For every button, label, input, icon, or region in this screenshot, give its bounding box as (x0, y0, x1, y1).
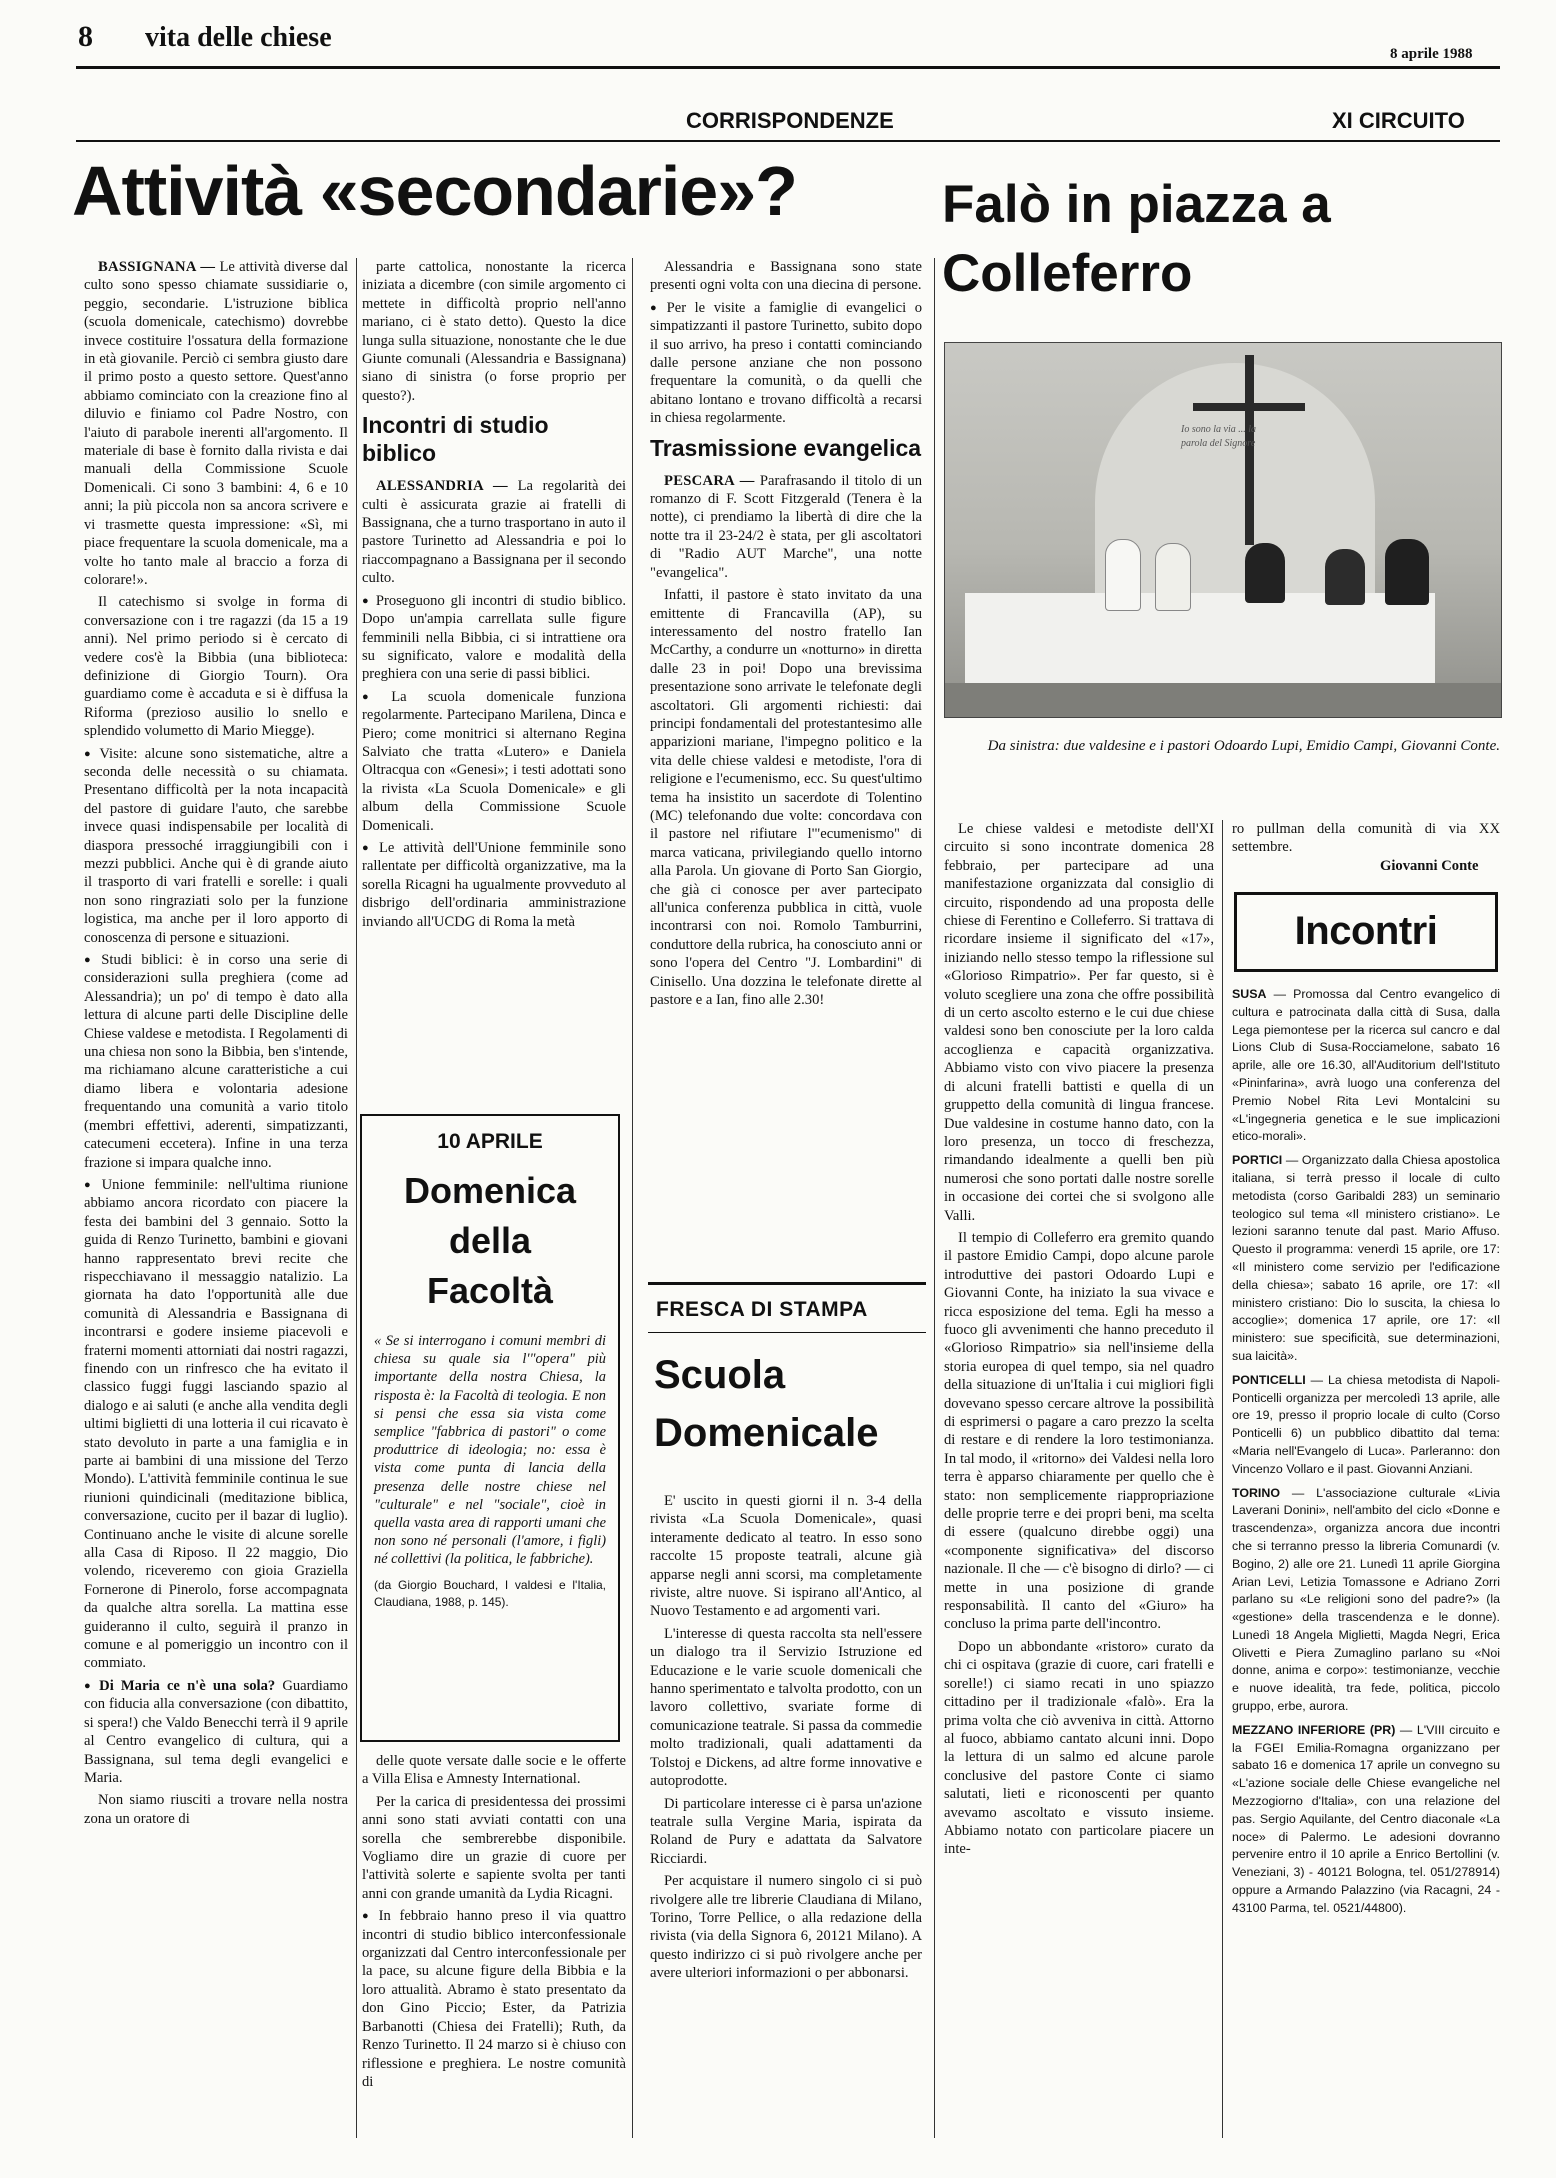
column-divider (934, 258, 935, 2138)
incontri-dash: — (1305, 1372, 1328, 1387)
column-divider (632, 258, 633, 2138)
incontri-dash: — (1279, 1485, 1317, 1500)
falo-headline: Falò in piazza a Colleferro (942, 175, 1331, 303)
facolta-source: (da Giorgio Bouchard, I valdesi e l'Italia, Claudiana, 1988, p. 145). (374, 1577, 606, 1609)
paragraph-text: Per le visite a famiglie di evangelici o simpatizzanti il pastore Turinetto, subito dopo il suo arrivo, ha preso i contatti cominciando dalle persone anziane che non possono frequentare la comunità, o da quelli che abitano lontano e trovano difficoltà a recarsi in chiesa regolarmente. (650, 299, 922, 427)
paragraph-text: Il catechismo si svolge in forma di conversazione con i tre ragazzi (da 15 a 19 anni). Nel primo periodo si è cercato di vedere cos'è la Bibbia (una biblioteca: definizione di Giorgio Tourn). Ora guardiamo come è accaduta e si è diffusa la Riforma (prezioso ausilio lo snello e splendido volumetto di Mario Miegge). (84, 594, 348, 740)
paragraph (650, 299, 922, 428)
paragraph (84, 258, 348, 589)
fresca-kicker: FRESCA DI STAMPA (656, 1298, 868, 1321)
photo-wall-text: Io sono la via ... la parola del Signore (1181, 424, 1256, 449)
incontri-city: PORTICI (1232, 1153, 1283, 1168)
incontri-text: L'associazione culturale «Livia Laverani Donini», nell'ambito del ciclo «Donne e trascendenza», organizza ancora due incontri che si terranno presso la libreria Comunardi (v. Bogino, 2) alle ore 21. Lunedì 11 aprile Giorgina Arian Levi, Letizia Tomassone e Adriano Zorri parlano su «Le religioni sono del padre?» (la «gestione» della trascendenza e le donne). Lunedì 18 Angela Miglietti, Magda Negri, Erica Olivetti e Piera Zumaglino parlano su «Noi donne, anima e corpo»: testimonianze, vecchie e nuove idealità, tra fede, politica, piccolo gruppo, erbe, aurora. (1232, 1485, 1500, 1714)
column-divider (1222, 820, 1223, 2138)
incontri-city: MEZZANO INFERIORE (PR) (1232, 1722, 1396, 1737)
photo-floor (945, 683, 1501, 717)
photo-figure (1105, 539, 1141, 611)
incontri-dash: — (1282, 1153, 1302, 1168)
incontri-item (1232, 1722, 1500, 1918)
incontri-item (1232, 1485, 1500, 1716)
paragraph-text: Parafrasando il titolo di un romanzo di F. Scott Fitzgerald (Tenera è la notte), ci prendiamo la libertà di dire che la notte tra il 23-24/2 è stata, per gli ascoltatori di "Radio AUT Marche", una notte "evangelica". (650, 472, 922, 581)
incontri-item (1232, 1152, 1500, 1366)
subhead-incontri-studio: Incontri di studio biblico (362, 412, 549, 467)
incontri-text: L'VIII circuito e la FGEI Emilia-Romagna organizzano per sabato 16 e domenica 17 aprile un convegno su «L'azione sociale delle Chiese evangeliche nel Mezzogiorno d'Italia», con una relazione del pas. Sergio Aquilante, del Centro diaconale «La noce» di Palermo. Le adesioni dovranno pervenire entro il 10 aprile a Enrico Bertollini (v. Veneziani, 3) - 40121 Bologna, tel. 051/278914) oppure a Armando Palazzino (via Racagni, 24 - 43100 Parma, tel. 0521/44800). (1232, 1722, 1500, 1915)
falo-author: Giovanni Conte (1380, 858, 1479, 874)
incontri-item (1232, 986, 1500, 1146)
article-column-1 (84, 258, 348, 2138)
incontri-list (1232, 986, 1500, 2138)
facolta-date: 10 APRILE (437, 1130, 543, 1153)
paragraph (84, 1677, 348, 1787)
masthead-rule (76, 66, 1500, 69)
paragraph (650, 586, 922, 1009)
incontri-city: TORINO (1232, 1485, 1280, 1500)
issue-date: 8 aprile 1988 (1390, 46, 1473, 62)
bold-lead: Di Maria ce n'è una sola? (99, 1677, 276, 1694)
paragraph-text: Le attività diverse dal culto sono spesso chiamate sussidiarie o, peggio, secondarie. L'istruzione biblica (scuola domenicale, catechismo) dovrebbe invece costituire l'ossatura della formazione in età giovanile. Perciò ci sembra giusto dare il primo posto a questo settore. Quest'anno abbiamo cominciato con la creazione fino al diluvio e finiamo col Padre Nostro, con l'aiuto di parabole inerenti all'argomento. Il materiale di base è fornito dalla rivista e dai manuali della Commissione Scuole Domenicali. Ci sono 3 bambini: 4, 6 e 10 anni; la più piccola non sa ancora scrivere e vi trasmette questa impressione: «Sì, mi piace frequentare la scuola domenicale, ma a volte ho tanto male al braccio a forza di colorare!». (84, 259, 348, 588)
fresca-kicker-rule (648, 1332, 926, 1333)
paragraph (84, 745, 348, 947)
facolta-quote: « Se si interrogano i comuni membri di chiesa su quale sia l'"opera" più importante della nostra Chiesa, la risposta è: la Facoltà di teologia. E non si pensi che essa sia vista come semplice "fabbrica di pastori" o come produttrice di ideologia; no: essa è vista come punta di lancia della presenza delle nostre chiese nel "culturale" e nel "sociale", cioè in quella vasta area di rapporti umani che non sono né personali (l'amore, i figli) né collettivi (la politica, le fabbriche). (374, 1333, 606, 1568)
subhead-trasmissione: Trasmissione evangelica (650, 434, 922, 461)
paragraph (362, 839, 626, 931)
photo-colleferro (944, 342, 1502, 718)
paragraph-text: La regolarità dei culti è assicurata grazie ai fratelli di Bassignana, che a turno trasportano in auto il pastore Turinetto ad Alessandria e poi lo riaccompagnano a Bassignana per il secondo culto. (362, 478, 626, 587)
paragraph-text: Unione femminile: nell'ultima riunione abbiamo ancora ricordato con piacere la festa dei bambini del 3 gennaio. Sotto la guida di Renzo Turinetto, bambini e giovani hanno rappresentato brevi recite che rispecchiavano il messaggio natalizio. La giornata ha dato l'opportunità alle due comunità di Alessandria e Bassignana di incontrarsi e godere insieme piacevoli e fraterni momenti attorniati dai nostri ragazzi, finendo con un rinfresco che ha evitato il classico fuggi fuggi lasciando spazio al dialogo e ai saluti (e anche alla vendita degli ultimi biglietti di una lotteria il cui ricavato è stato devoluto in parte a una famiglia e in parte ai bambini di una missione del Terzo Mondo). L'attività femminile continua le sue riunioni quindicinali (meditazione biblica, conversazione, cucito per il bazar di luglio). Continuano anche le visite di alcune sorelle alla Casa di Riposo. Il 22 maggio, Dio volendo, riceveremo con gioia Graziella Fornerone di Pinerolo, forse accompagnata da qualche altra sorella. La mattina esse guideranno il culto, seguirà il pranzo in comune e al pomeriggio un incontro con il commiato. (84, 1176, 348, 1672)
paragraph (84, 1791, 348, 1828)
paragraph (362, 1907, 626, 2091)
paragraph-text: In febbraio hanno preso il via quattro incontri di studio biblico interconfessionale organizzati dal Centro interconfessionale per la pace, su alcune figure della Bibbia e la loro attualità. Abramo è stato presentato da don Gino Piccio; Ester, da Patrizia Barbanotti (Chiesa dei Fratelli); Ruth, da Renzo Turinetto. Il 24 marzo si è chiuso con riflessione e preghiera. Le nostre comunità di (362, 1908, 626, 2090)
paragraph: Di particolare interesse ci è parsa un'azione teatrale sulla Vergine Maria, ispirata da Roland de Pury e adattata da Salvatore Ricciardi. (650, 1795, 922, 1867)
cross-icon-bar (1193, 403, 1305, 411)
paragraph: Per acquistare il numero singolo ci si può rivolgere alle tre librerie Claudiana di Milano, Torino, Torre Pellice, o alla redazione della rivista (via della Signora 6, 20121 Milano). A questo indirizzo ci si può rivolgere anche per avere ulteriori informazioni o per abbonarsi. (650, 1873, 922, 1982)
article-column-3 (650, 258, 922, 1260)
paragraph-text: Infatti, il pastore è stato invitato da una emittente di Francavilla (AP), su interessamento del nostro fratello Ian McCarthy, a condurre un «notturno» in diretta dalle 23 in poi! Dopo una brevissima presentazione sono arrivate le telefonate degli ascoltatori. Gli argomenti richiesti: dai principi fondamentali del protestantesimo alle apparizioni mariane, l'impegno politico e la vita delle chiese valdesi e metodiste, l'ora di religione e l'ecumenismo, ecc. Su quest'ultimo tema ha insistito un sacerdote di Tolentino (MC) telefonando due volte: concordava con il pastore nel rifiutare l'"ecumenismo" di marca vaticana, privilegiando quello intorno alla Parola. Un giovane di Porto San Giorgio, che già ci conosce per aver partecipato all'unica conferenza pubblica in città, vuole incontrarsi con noi. Romolo Tamburrini, conduttore della rubrica, ha conosciuto anni or sono l'opera del Centro "J. Lombardini" di Cinisello. Una dozzina le telefonate dirette al pastore e a Ian, fino alle 2.30! (650, 587, 922, 1009)
incontri-dash: — (1266, 987, 1294, 1001)
facolta-title: Domenica della Facoltà (403, 1170, 577, 1311)
paragraph (84, 593, 348, 740)
photo-figure (1155, 543, 1191, 611)
incontri-title-box (1234, 892, 1498, 972)
paragraph: ro pullman della comunità di via XX settembre. (1232, 821, 1500, 856)
incontri-title: Incontri (1294, 909, 1438, 953)
article-column-2-continued (362, 1752, 626, 2138)
dateline: ALESSANDRIA — (376, 478, 508, 495)
section-title: vita delle chiese (145, 22, 332, 53)
paragraph-text: delle quote versate dalle socie e le offerte a Villa Elisa e Amnesty International. (362, 1753, 626, 1788)
fresca-body (650, 1492, 922, 2138)
incontri-dash: — (1395, 1722, 1417, 1737)
incontri-text: Organizzato dalla Chiesa apostolica italiana, si terrà presso il locale di culto metodista (corso Garibaldi 283) un seminario teologico sul tema «Il ministero cristiano». Le lezioni saranno tenute dal past. Mario Affuso. Questo il programma: venerdì 15 aprile, ore 17: «Il ministero come servizio per l'edificazione della chiesa»; sabato 16 aprile, ore 17: «Il ministero cristiano: Dio lo suscita, la chiesa lo accoglie»; domenica 17 aprile, ore 17: «Il ministero: sue specificità, sue determinazioni, sua laicità». (1232, 1153, 1500, 1363)
masthead (0, 0, 1556, 60)
photo-figure (1325, 549, 1365, 605)
paragraph (650, 258, 922, 295)
facolta-box (360, 1114, 620, 1742)
main-headline: Attività «secondarie»? (72, 152, 797, 230)
incontri-city: SUSA (1232, 987, 1267, 1001)
dateline: BASSIGNANA — (98, 259, 216, 275)
photo-figure (1245, 543, 1285, 603)
paragraph (362, 1793, 626, 1903)
photo-caption: Da sinistra: due valdesine e i pastori Odoardo Lupi, Emidio Campi, Giovanni Conte. (987, 738, 1500, 754)
dateline: PESCARA — (664, 472, 755, 489)
fresca-headline: Scuola Domenicale (654, 1353, 879, 1455)
incontri-text: Promossa dal Centro evangelico di cultura e patrocinata dalla città di Susa, dalla Lega piemontese per la ricerca sul cancro e dal Lions Club di Susa-Rocciamelone, sabato 16 aprile, alle ore 16.30, all'Auditorium dell'Istituto «Pininfarina», avrà luogo una conferenza del Premio Nobel Rita Levi Montalcini su «L'ingegneria genetica e le sue implicazioni etico-morali». (1232, 987, 1500, 1144)
paragraph: L'interesse di questa raccolta sta nell'essere un dialogo tra il Servizio Istruzione ed Educazione e le varie scuole domenicali che hanno sperimentato e talvolta prodotto, con un lavoro collettivo, svariate forme di comunicazione teatrale. Si passa da commedie molto tradizionali, quali adattamenti da Tolstoj e Dickens, ad altre forme innovative e autoprodotte. (650, 1625, 922, 1790)
paragraph (84, 1176, 348, 1673)
paragraph-text: parte cattolica, nonostante la ricerca iniziata a dicembre (con simile argomento ci mettete in difficoltà proprio nell'anno mariano, ci è stato detto). Questo la dice lunga sulla situazione, nonostante che le due Giunte comunali (Alessandria e Bassignana) siano di sinistra (o forse proprio per questo?). (362, 259, 626, 404)
incontri-city: PONTICELLI (1232, 1372, 1306, 1387)
paragraph-text: Non siamo riusciti a trovare nella nostra zona un oratore di (84, 1792, 348, 1827)
column-divider (356, 258, 357, 2138)
paragraph (362, 477, 626, 587)
kicker-corrispondenze: CORRISPONDENZE (686, 108, 894, 133)
paragraph: E' uscito in questi giorni il n. 3-4 della rivista «La Scuola Domenicale», quasi interamente dedicato al teatro. In esso sono raccolte 15 proposte teatrali, alcune già apparse negli anni scorsi, ma completamente riviste, altre nuove. Si ispirano all'Antico, al Nuovo Testamento e ad argomenti vari. (650, 1493, 922, 1620)
photo-figure (1385, 539, 1429, 605)
paragraph-text: La scuola domenicale funziona regolarmente. Partecipano Marilena, Dinca e Piero; come monitrici si alternano Regina Salviato che tratta «Lutero» e Daniela Oltracqua con «Genesi»; i testi adottati sono la rivista «La Scuola Domenicale» e gli album della Commissione Scuole Domenicali. (362, 688, 626, 834)
falo-column-1 (944, 820, 1214, 2138)
paragraph (84, 951, 348, 1172)
paragraph-text: Visite: alcune sono sistematiche, altre a seconda delle necessità o su chiamata. Presentano difficoltà per la nota incapacità del pastore di guidare l'auto, che sarebbe invece quasi indispensabile per località di diaspora pressoché irraggiungibili con i mezzi pubblici. Anche qui è di grande aiuto il trasporto di vari fratelli e sorelle: i quali non sono ringraziati solo per la funzione logistica, ma anche per il loro apporto di conoscenza di persone e situazioni. (84, 745, 348, 946)
paragraph: Il tempio di Colleferro era gremito quando il pastore Emidio Campi, dopo alcune parole introduttive dei pastori Odoardo Lupi e Giovanni Conte, ha iniziato la sua vivace e ricca esposizione del tema. Egli ha messo a fuoco gli avvenimenti che hanno preceduto il «Glorioso Rimpatrio» sia nell'insieme della storia europea di quel tempo, sia nel quadro della situazione di un'Italia i cui migliori figli dovevano spesso cercare altrove la possibilità di esprimersi o pagare a caro prezzo la scelta di restare e di rendere la loro testimonianza. In tal modo, il «ritorno» dei Valdesi nella loro terra è apparso chiaramente per quello che è stato: non semplicemente riappropriazione delle proprie terre e dei propri beni, ma scelta di essere (qualcuno direbbe oggi) una «componente significativa» del discorso nazionale. Il che — c'è bisogno di dirlo? — ci mette in una posizione di grande responsabilità. Il canto del «Giuro» ha concluso la prima parte dell'incontro. (944, 1229, 1214, 1633)
incontri-text: La chiesa metodista di Napoli-Ponticelli organizza per mercoledì 13 aprile, alle ore 19, presso il proprio locale di culto (Corso Ponticelli 6) un pubblico dibattito dal tema: «Maria nell'Evangelo di Luca». Parleranno: don Vincenzo Vollaro e il past. Giovanni Anziani. (1232, 1372, 1500, 1476)
paragraph-text: Le attività dell'Unione femminile sono rallentate per difficoltà organizzative, ma la sorella Ricagni ha ugualmente provveduto al disbrigo dell'ordinaria amministrazione inviando all'UCDG di Roma la metà (362, 839, 626, 930)
fresca-top-rule (648, 1282, 926, 1285)
paragraph: Dopo un abbondante «ristoro» curato da chi ci ospitava (grazie di cuore, cari fratelli e sorelle!) ci siamo recati in uno spiazzo cittadino per il tradizionale «falò». Era la prima volta che ciò avveniva in città. Attorno al fuoco, abbiamo cantato alcuni inni. Dopo la lettura di un salmo ed alcune parole conclusive del pastore Conte ci siamo salutati, lieti e riconoscenti per quanto avevamo ascoltato e vissuto insieme. Abbiamo notato con particolare piacere un inte- (944, 1638, 1214, 1858)
article-column-2 (362, 258, 626, 1138)
paragraph (362, 1752, 626, 1789)
photo-table (965, 593, 1435, 683)
paragraph: Le chiese valdesi e metodiste dell'XI circuito si sono incontrate domenica 28 febbraio, per partecipare ad una manifestazione organizzata dal consiglio di circuito, rispondendo ad una proposta delle chiese di Ferentino e Colleferro. Si trattava di ricordare insieme il significato del «17», iniziando nello stesso tempo la riflessione sul «Glorioso Rimpatrio». Per far questo, si è voluto scegliere una zona che offre possibilità di un certo ascolto esterno e le cui due chiese valdesi sono ben conosciute per la loro calda accoglienza e capacità organizzativa. Abbiamo visto con vivo piacere la presenza di alcuni fratelli battisti e quella di un gruppetto della comunità di lingua francese. Due valdesine in costume hanno dato, con la loro presenza, un tocco di freschezza, rimandando idealmente a quelli ben più numerosi che sono portati dalle nostre sorelle in occasione dei cortei che si svolgono alle Valli. (944, 821, 1214, 1224)
paragraph (362, 592, 626, 684)
incontri-item (1232, 1372, 1500, 1479)
paragraph-text: Studi biblici: è in corso una serie di considerazioni sulla preghiera (come ad Alessandria); un po' di tempo è dato alla lettura di alcune parti delle Discipline delle Chiese valdese e metodista. I Regolamenti di una chiesa non sono la Bibbia, ben s'intende, ma richiamano alcune caratteristiche a cui diamo libera e volontaria adesione frequentando una comunità a vario titolo (membri effettivi, aderenti, simpatizzanti, catecumeni eccetera). Infine in una terza frazione si impara qualche inno. (84, 952, 348, 1171)
page-number: 8 (78, 20, 93, 53)
kicker-rule (76, 140, 1500, 142)
paragraph (650, 472, 922, 582)
paragraph-text: Guardiamo con fiducia alla conversazione (con dibattito, si spera!) che Valdo Benecchi terrà il 9 aprile al Centro evangelico di cultura, qui a Bassignana, sul tema degli evangelici e Maria. (84, 1677, 348, 1786)
paragraph (362, 688, 626, 835)
paragraph-text: Alessandria e Bassignana sono state presenti ogni volta con una diecina di persone. (650, 259, 922, 294)
paragraph (362, 258, 626, 405)
kicker-xi-circuito: XI CIRCUITO (1332, 108, 1465, 133)
paragraph-text: Per la carica di presidentessa dei prossimi anni sono stati avviati contatti con una sorella che sembrerebbe disponibile. Vogliamo dire un grazie di cuore per l'attività solerte e sapiente svolta per tanti anni con grande umanità da Lydia Ricagni. (362, 1793, 626, 1902)
paragraph-text: Proseguono gli incontri di studio biblico. Dopo un'ampia carrellata sulle figure femminili nella Bibbia, ci si intrattiene ora su significato, valore e modalità della preghiera con una serie di passi biblici. (362, 592, 626, 683)
